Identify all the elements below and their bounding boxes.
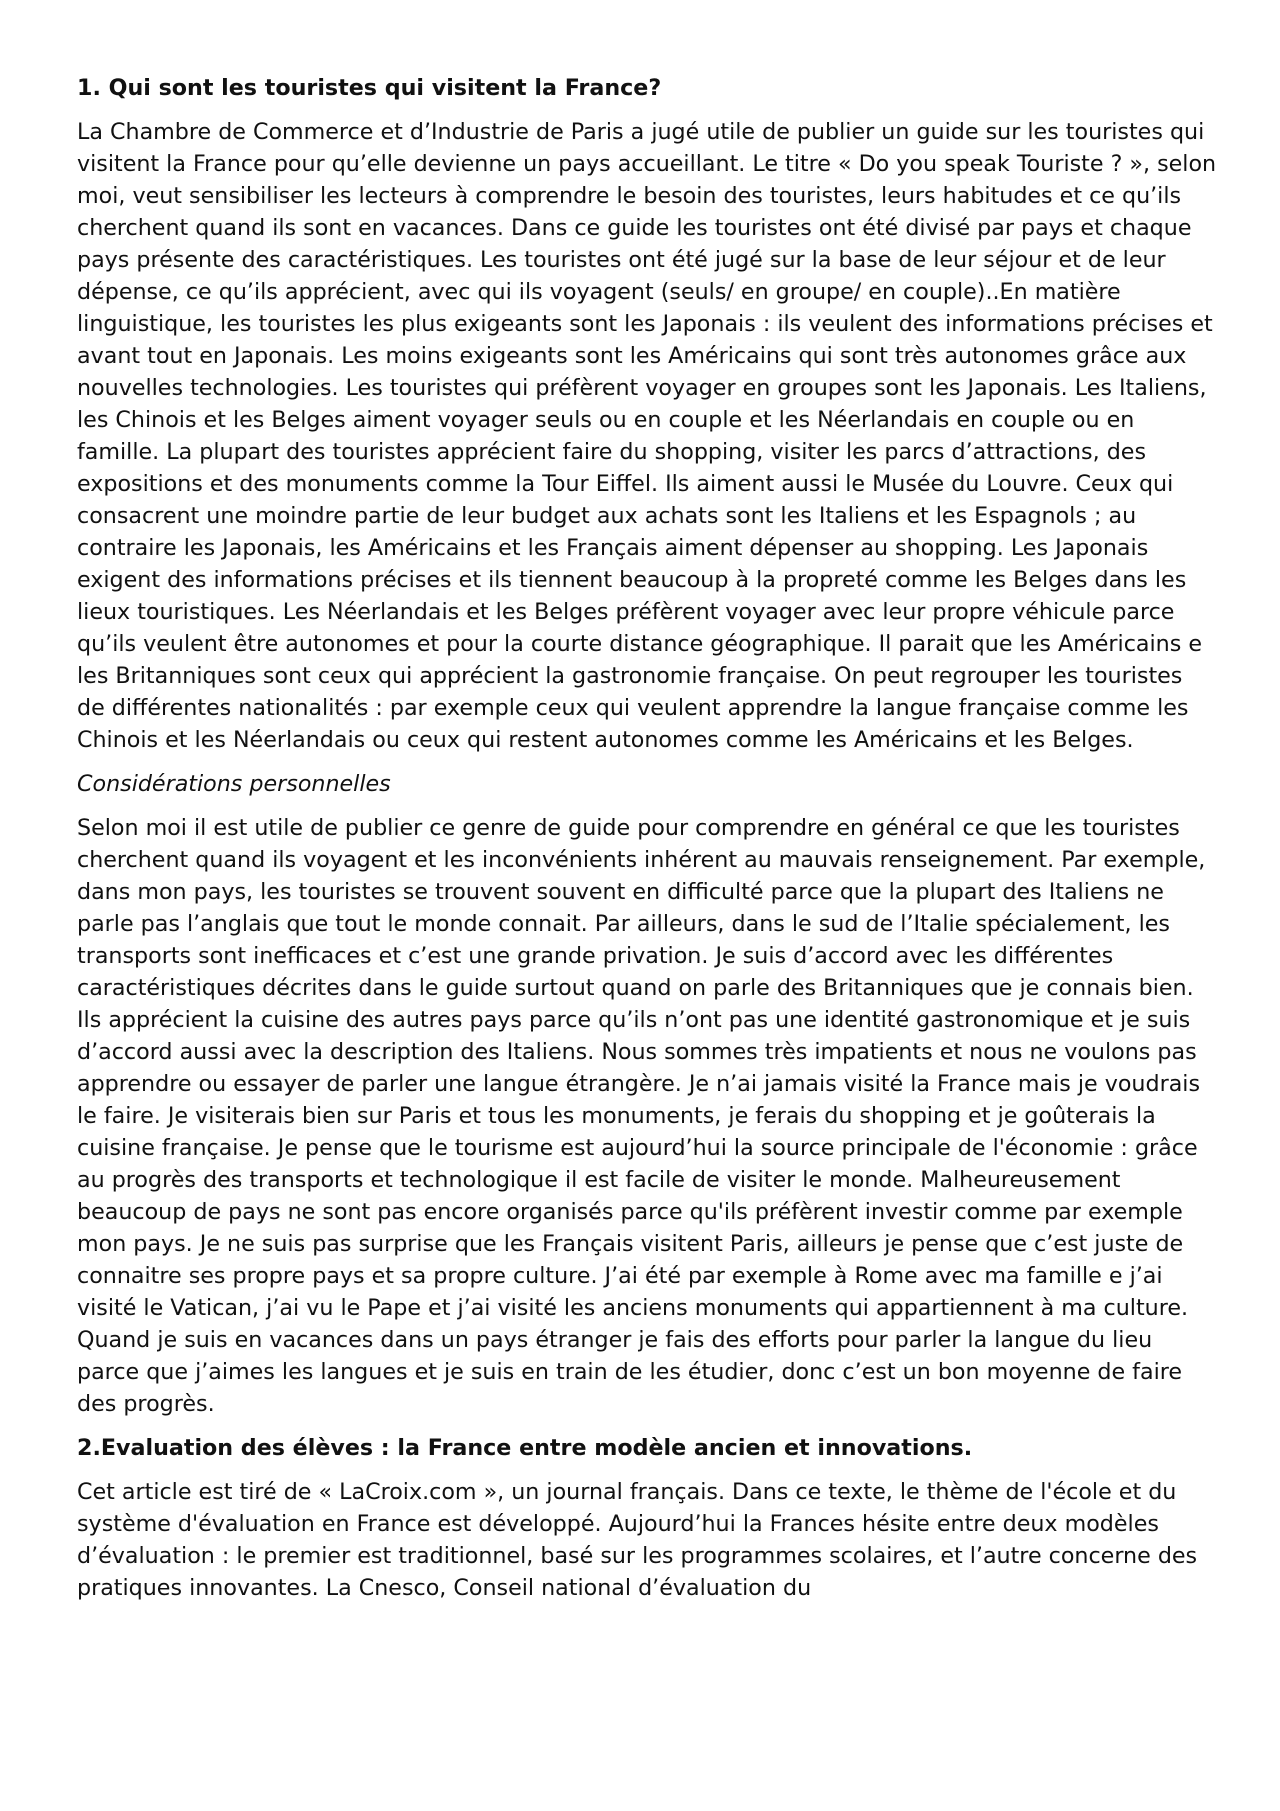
- personal-considerations-paragraph: Selon moi il est utile de publier ce genre de guide pour comprendre en général ce que les touristes cherchent quand ils voyagent et les inconvénients inhérent au mauvais renseignement. Par exemple, dans mon pays, les touristes se trouvent souvent en difficulté parce que la plupart des Italiens ne parle pas l’anglais que tout le monde connait. Par ailleurs, dans le sud de l’Italie spécialement, les transports sont inefficaces et c’est une grande privation. Je suis d’accord avec les différentes caractéristiques décrites dans le guide surtout quand on parle des Britanniques que je connais bien. Ils apprécient la cuisine des autres pays parce qu’ils n’ont pas une identité gastronomique et je suis d’accord aussi avec la description des Italiens. Nous sommes très impatients et nous ne voulons pas apprendre ou essayer de parler une langue étrangère. Je n’ai jamais visité la France mais je voudrais le faire. Je visiterais bien sur Paris et tous les monuments, je ferais du shopping et je goûterais la cuisine française. Je pense que le tourisme est aujourd’hui la source principale de l'économie : grâce au progrès des transports et technologique il est facile de visiter le monde. Malheureusement beaucoup de pays ne sont pas encore organisés parce qu'ils préfèrent investir comme par exemple mon pays. Je ne suis pas surprise que les Français visitent Paris, ailleurs je pense que c’est juste de connaitre ses propre pays et sa propre culture. J’ai été par exemple à Rome avec ma famille e j’ai visité le Vatican, j’ai vu le Pape et j’ai visité les anciens monuments qui appartiennent à ma culture. Quand je suis en vacances dans un pays étranger je fais des efforts pour parler la langue du lieu parce que j’aimes les langues et je suis en train de les étudier, donc c’est un bon moyenne de faire des progrès.: [77, 815, 1206, 1417]
- section1-paragraph: La Chambre de Commerce et d’Industrie de Paris a jugé utile de publier un guide sur les touristes qui visitent la France pour qu’elle devienne un pays accueillant. Le titre « Do you speak Touriste ? », selon moi, veut sensibiliser les lecteurs à comprendre le besoin des touristes, leurs habitudes et ce qu’ils cherchent quand ils sont en vacances. Dans ce guide les touristes ont été divisé par pays et chaque pays présente des caractéristiques. Les touristes ont été jugé sur la base de leur séjour et de leur dépense, ce qu’ils apprécient, avec qui ils voyagent (seuls/ en groupe/ en couple)..En matière linguistique, les touristes les plus exigeants sont les Japonais : ils veulent des informations précises et avant tout en Japonais. Les moins exigeants sont les Américains qui sont très autonomes grâce aux nouvelles technologies. Les touristes qui préfèrent voyager en groupes sont les Japonais. Les Italiens, les Chinois et les Belges aiment voyager seuls ou en couple et les Néerlandais en couple ou en famille. La plupart des touristes apprécient faire du shopping, visiter les parcs d’attractions, des expositions et des monuments comme la Tour Eiffel. Ils aiment aussi le Musée du Louvre. Ceux qui consacrent une moindre partie de leur budget aux achats sont les Italiens et les Espagnols ; au contraire les Japonais, les Américains et les Français aiment dépenser au shopping. Les Japonais exigent des informations précises et ils tiennent beaucoup à la propreté comme les Belges dans les lieux touristiques. Les Néerlandais et les Belges préfèrent voyager avec leur propre véhicule parce qu’ils veulent être autonomes et pour la courte distance géographique. Il parait que les Américains e les Britanniques sont ceux qui apprécient la gastronomie française. On peut regrouper les touristes de différentes nationalités : par exemple ceux qui veulent apprendre la langue française comme les Chinois et les Néerlandais ou ceux qui restent autonomes comme les Américains et les Belges.: [77, 119, 1217, 753]
- section1-heading: 1. Qui sont les touristes qui visitent la France?: [77, 75, 662, 101]
- section2-paragraph: Cet article est tiré de « LaCroix.com », un journal français. Dans ce texte, le thème de l'école et du système d'évaluation en France est développé. Aujourd’hui la Frances hésite entre deux modèles d’évaluation : le premier est traditionnel, basé sur les programmes scolaires, et l’autre concerne des pratiques innovantes. La Cnesco, Conseil national d’évaluation du: [77, 1479, 1198, 1601]
- personal-considerations-subtitle: Considérations personnelles: [77, 771, 391, 797]
- document-page: [77, 72, 1217, 1616]
- section2-heading: 2.Evaluation des élèves : la France entre modèle ancien et innovations.: [77, 1435, 973, 1461]
